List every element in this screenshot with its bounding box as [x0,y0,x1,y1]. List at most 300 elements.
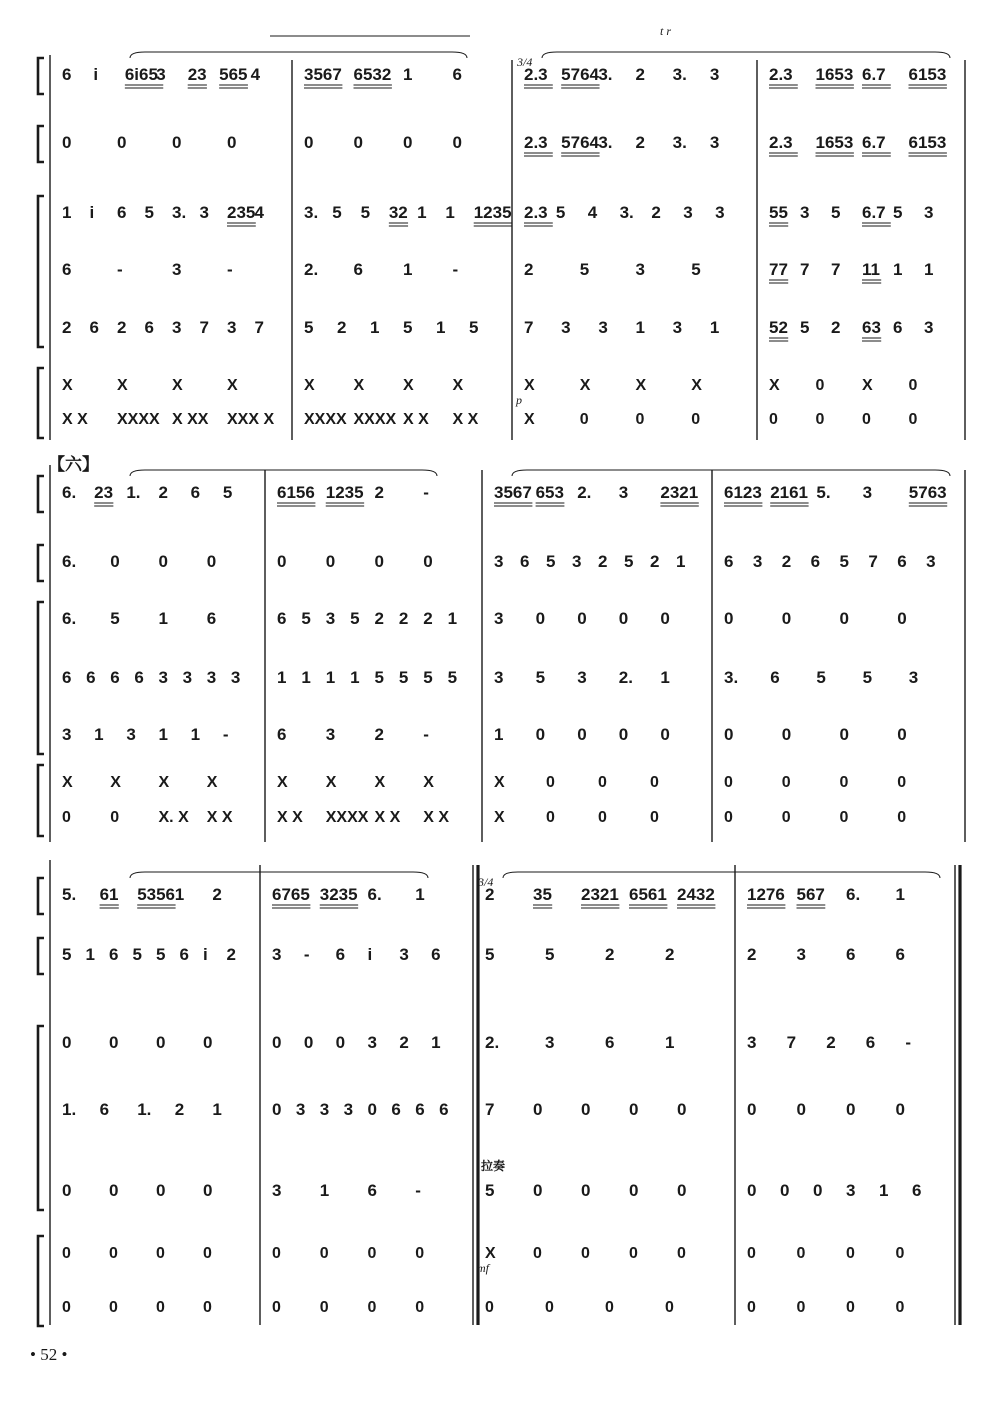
jianpu-note: 1235 [473,203,512,222]
percussion-note: 0 [747,1299,756,1316]
percussion-note: 0 [724,774,733,791]
jianpu-note: 6 [431,945,441,964]
percussion-note: X [524,377,535,394]
percussion-note: 0 [598,774,607,791]
jianpu-note: 6 [897,552,907,571]
percussion-note: 0 [781,774,791,791]
jianpu-note: 6 [86,668,96,687]
jianpu-note: 2 [524,260,534,279]
jianpu-note: 5764 [561,65,599,84]
jianpu-note: 3 [672,318,683,337]
jianpu-note: 6.7 [862,203,886,222]
percussion-note: XXXX [353,411,397,428]
jianpu-note: - [452,260,459,279]
jianpu-note: 2 [747,945,757,964]
jianpu-note: 3 [367,1033,377,1052]
jianpu-note: 5 [555,203,566,222]
jianpu-note: 1 [665,1033,675,1052]
jianpu-note: 3 [494,609,504,628]
percussion-note: 0 [691,411,701,428]
jianpu-note: 3567 [494,483,532,502]
jianpu-note: 0 [660,609,670,628]
jianpu-note: 0 [203,1181,213,1200]
percussion-note: 0 [156,1299,165,1316]
phrase-slur [130,52,467,58]
jianpu-note: 3 [618,483,629,502]
jianpu-note: 2 [423,609,433,628]
jianpu-note: 1 [403,65,413,84]
jianpu-note: 3 [319,1100,330,1119]
jianpu-note: 6 [62,668,72,687]
percussion-note: X [62,774,73,791]
jianpu-note: 5 [332,203,342,222]
staff-bracket [38,1236,44,1326]
jianpu-note: 1 [62,203,72,222]
jianpu-note: 1 [436,318,446,337]
jianpu-note: 0 [581,1100,591,1119]
jianpu-note: 11 [862,260,880,279]
jianpu-note: 7 [831,260,841,279]
percussion-note: 0 [156,1245,165,1262]
jianpu-note: 3 [494,552,504,571]
score-system [38,860,960,1326]
jianpu-note: 3 [924,318,934,337]
jianpu-note: 0 [353,133,363,152]
phrase-slur [512,470,950,476]
phrase-slur [542,52,950,58]
percussion-note: X [227,377,238,394]
jianpu-note: 2161 [770,483,809,502]
jianpu-note: 6. [62,483,77,502]
percussion-note: 0 [677,1245,686,1262]
staff-bracket [38,58,44,94]
staff-bracket [38,878,44,914]
jianpu-note: 2.3 [524,65,548,84]
jianpu-note: 6 [895,945,905,964]
percussion-note: 0 [62,809,71,826]
jianpu-note: 2 [651,203,661,222]
percussion-note: X [524,411,535,428]
percussion-note: 0 [815,377,825,394]
jianpu-note: 6 [520,552,530,571]
jianpu-note: 0 [62,1181,72,1200]
percussion-note: 0 [485,1299,494,1316]
jianpu-note: 7 [199,318,209,337]
jianpu-note: 5 [423,668,433,687]
jianpu-note: 0 [780,1181,790,1200]
jianpu-note: 3 [272,945,282,964]
percussion-note: X X [403,411,429,428]
jianpu-note: 1 [924,260,934,279]
jianpu-note: 3. [598,65,613,84]
percussion-note: X [172,377,183,394]
percussion-note: 0 [579,411,589,428]
jianpu-note: - [303,945,310,964]
jianpu-note: 0 [367,1100,377,1119]
jianpu-note: 0 [724,725,734,744]
percussion-note: X [452,377,464,394]
jianpu-note: 0 [618,725,629,744]
jianpu-note: 2 [174,1100,185,1119]
jianpu-note: 4 [254,203,264,222]
jianpu-note: 5. [816,483,831,502]
percussion-note: X [485,1245,496,1262]
jianpu-note: 3. [598,133,613,152]
jianpu-note: 6 [770,668,780,687]
jianpu-note: 2 [399,1033,409,1052]
jianpu-note: 5 [110,609,120,628]
percussion-note: 0 [533,1245,542,1262]
jianpu-note: 2 [212,885,222,904]
percussion-note: 0 [110,809,120,826]
jianpu-note: 1 [301,668,311,687]
jianpu-note: 4 [250,65,261,84]
jianpu-note: 2 [605,945,615,964]
jianpu-note: 0 [629,1181,639,1200]
jianpu-note: 2 [826,1033,836,1052]
jianpu-note: 1 [158,609,168,628]
percussion-note: 0 [839,774,849,791]
percussion-note: 0 [545,1299,554,1316]
jianpu-note: 1 [277,668,287,687]
jianpu-note: 0 [62,1033,72,1052]
jianpu-note: 6 [439,1100,449,1119]
percussion-note: 0 [415,1245,425,1262]
jianpu-note: 3 [800,203,810,222]
time-signature: 3/4 [478,875,494,889]
jianpu-note: 0 [897,725,907,744]
jianpu-note: 1 [709,318,720,337]
jianpu-note: 0 [325,552,336,571]
jianpu-note: 5 [403,318,413,337]
staff-bracket [38,1026,44,1210]
jianpu-note: i [93,65,99,84]
percussion-note: 0 [796,1299,806,1316]
percussion-note: 0 [908,377,918,394]
jianpu-note: 77 [769,260,788,279]
jianpu-note: 3 [126,725,136,744]
jianpu-note: 5 [132,945,142,964]
jianpu-note: 6 [353,260,363,279]
jianpu-note: 6153 [908,65,947,84]
jianpu-note: 0 [203,1033,213,1052]
percussion-note: 0 [203,1299,212,1316]
percussion-note: 0 [629,1245,638,1262]
percussion-note: X. X [158,809,189,826]
jianpu-note: 0 [335,1033,346,1052]
percussion-note: 0 [846,1299,855,1316]
jianpu-note: 0 [109,1181,119,1200]
jianpu-note: 0 [156,1181,166,1200]
jianpu-note: 6 [865,1033,876,1052]
percussion-note: X X [62,411,88,428]
jianpu-note: 0 [577,609,587,628]
jianpu-note: 2.3 [769,133,793,152]
jianpu-note: 6 [117,203,127,222]
percussion-note: X [110,774,121,791]
percussion-note: 0 [415,1299,425,1316]
jianpu-note: 0 [781,725,792,744]
percussion-note: 0 [635,411,645,428]
jianpu-note: 2. [618,668,633,687]
jianpu-note: 2 [665,945,675,964]
jianpu-note: 5 [800,318,810,337]
jianpu-note: - [415,1181,421,1200]
jianpu-note: 23 [187,65,207,84]
jianpu-note: 35 [533,885,552,904]
jianpu-note: 0 [423,552,433,571]
jianpu-note: 1 [676,552,686,571]
jianpu-note: 3 [230,668,241,687]
jianpu-note: 565 [219,65,248,84]
percussion-note: XXXX [304,411,347,428]
jianpu-note: 7 [800,260,810,279]
percussion-note: 0 [650,774,659,791]
percussion-note: X [304,377,315,394]
jianpu-note: 1 [325,668,336,687]
jianpu-note: 1 [370,318,380,337]
jianpu-note: 2321 [660,483,699,502]
jianpu-note: 3 [227,318,237,337]
jianpu-note: 3 [747,1033,757,1052]
jianpu-note: 6 [62,65,72,84]
jianpu-note: 6 [89,318,99,337]
jianpu-note: 1276 [747,885,785,904]
jianpu-note: 3 [846,1181,856,1200]
staff-bracket [38,602,44,754]
jianpu-note: 0 [581,1181,591,1200]
jianpu-note: 6 [335,945,346,964]
jianpu-note: 2. [485,1033,500,1052]
jianpu-note: 1 [447,609,458,628]
jianpu-note: 6123 [724,483,762,502]
score-system [38,454,965,842]
jianpu-note: 0 [374,552,384,571]
jianpu-note: 3 [709,133,720,152]
jianpu-note: - [423,483,429,502]
jianpu-note: 7 [254,318,264,337]
jianpu-note: 567 [796,885,825,904]
percussion-note: 0 [109,1245,118,1262]
jianpu-note: 0 [403,133,413,152]
jianpu-note: 0 [895,1100,905,1119]
jianpu-note: 0 [172,133,182,152]
jianpu-note: 6 [391,1100,401,1119]
percussion-note: 0 [747,1245,756,1262]
jianpu-note: 3 [325,609,336,628]
percussion-note: 0 [319,1245,329,1262]
jianpu-note: 2 [635,65,645,84]
jianpu-note: 1653 [815,133,854,152]
jianpu-note: 52 [769,318,788,337]
percussion-note: 0 [839,809,849,826]
jianpu-note: 1 [417,203,427,222]
jianpu-note: 6.7 [862,65,886,84]
percussion-note: XXXX [325,809,369,826]
jianpu-note: 3 [399,945,409,964]
percussion-note: 0 [367,1245,377,1262]
jianpu-note: 5 [374,668,384,687]
jianpu-note: i [203,945,208,964]
jianpu-note: 3 [924,203,934,222]
jianpu-note: 1 [174,885,185,904]
percussion-note: X [325,774,337,791]
percussion-note: 0 [581,1245,590,1262]
jianpu-note: 0 [781,609,792,628]
percussion-note: X [635,377,647,394]
jianpu-note: 1 [893,260,903,279]
jianpu-note: 7 [485,1100,495,1119]
percussion-note: 0 [665,1299,674,1316]
jianpu-note: 5 [535,668,546,687]
jianpu-note: 6 [109,945,119,964]
jianpu-note: 6 [144,318,154,337]
jianpu-note: 1. [62,1100,77,1119]
percussion-note: X [206,774,218,791]
jianpu-note: 0 [303,1033,314,1052]
jianpu-note: 3 [199,203,209,222]
jianpu-note: i [367,945,373,964]
jianpu-note: 1. [126,483,141,502]
jianpu-note: 0 [304,133,314,152]
dynamic-mark: p [516,393,522,407]
jianpu-note: 3 [62,725,72,744]
jianpu-note: 6 [99,1100,110,1119]
percussion-note: 0 [781,809,791,826]
jianpu-note: - [117,260,123,279]
jianpu-note: 6561 [629,885,667,904]
jianpu-note: 5 [304,318,314,337]
jianpu-note: 2. [304,260,319,279]
jianpu-note: 2 [635,133,645,152]
jianpu-note: 3. [304,203,319,222]
percussion-note: 0 [908,411,918,428]
jianpu-note: 6765 [272,885,310,904]
percussion-note: 0 [862,411,871,428]
jianpu-note: 63 [862,318,881,337]
jianpu-note: 3235 [319,885,358,904]
percussion-note: X [117,377,128,394]
percussion-note: X X [452,411,479,428]
page-number: • 52 • [30,1345,68,1364]
jianpu-note: 3 [494,668,504,687]
jianpu-note: 32 [388,203,408,222]
jianpu-note: 1 [94,725,104,744]
jianpu-note: 5 [447,668,458,687]
jianpu-note: - [905,1033,912,1052]
percussion-note: X [353,377,365,394]
jianpu-note: 3. [619,203,634,222]
jianpu-note: 6 [190,483,201,502]
jianpu-note: 6 [62,260,72,279]
phrase-slur [130,470,437,476]
jianpu-note: 0 [158,552,168,571]
jianpu-note: 2.3 [524,133,548,152]
jianpu-note: 7 [524,318,534,337]
jianpu-note: 5764 [561,133,599,152]
percussion-note: X [403,377,414,394]
jianpu-note: 1 [85,945,95,964]
jianpu-note: 0 [660,725,670,744]
percussion-note: 0 [62,1299,71,1316]
jianpu-note: 2 [374,609,384,628]
jianpu-note: 2 [781,552,792,571]
jianpu-note: 0 [535,725,546,744]
jianpu-note: 3 [158,668,168,687]
jianpu-note: - [227,260,233,279]
jianpu-note: 2 [650,552,660,571]
jianpu-note: 3 [172,260,182,279]
percussion-note: 0 [598,809,607,826]
staff-bracket [38,545,44,581]
jianpu-note: 2 [374,483,384,502]
jianpu-note: 5 [360,203,371,222]
jianpu-note: 3 [182,668,193,687]
jianpu-note: 0 [277,552,287,571]
jianpu-note: 0 [897,609,907,628]
jianpu-note: 3 [325,725,336,744]
jianpu-note: 0 [533,1181,543,1200]
jianpu-note: 3 [752,552,763,571]
jianpu-note: 6. [846,885,861,904]
jianpu-note: 0 [109,1033,119,1052]
jianpu-note: 0 [796,1100,806,1119]
jianpu-note: 0 [813,1181,823,1200]
jianpu-note: 3 [796,945,806,964]
jianpu-note: 1 [319,1181,330,1200]
jianpu-note: 2432 [677,885,715,904]
jianpu-note: 6 [415,1100,425,1119]
jianpu-note: 653 [535,483,564,502]
jianpu-note: - [222,725,229,744]
jianpu-note: 3 [343,1100,354,1119]
jianpu-note: 5 [579,260,590,279]
jianpu-note: 5 [893,203,903,222]
jianpu-note: 2 [398,609,409,628]
jianpu-note: 5 [862,668,873,687]
technique-mark: 拉奏 [481,1159,506,1173]
jianpu-note: 5 [156,945,166,964]
jianpu-note: 6 [134,668,144,687]
jianpu-note: 6 [452,65,462,84]
trill-mark: t r [660,24,672,38]
jianpu-note: 55 [769,203,788,222]
percussion-note: 0 [272,1299,281,1316]
staff-bracket [38,765,44,836]
percussion-note: 0 [769,411,778,428]
percussion-note: X [374,774,386,791]
jianpu-note: 6 [277,609,287,628]
percussion-note: X X [374,809,401,826]
jianpu-note: 5 [839,552,849,571]
percussion-note: X [423,774,434,791]
percussion-note: X [62,377,73,394]
jianpu-note: 6 [206,609,217,628]
jianpu-note: 5 [301,609,311,628]
jianpu-note: 1 [431,1033,441,1052]
jianpu-note: 3 [172,318,182,337]
percussion-note: X XX [172,411,209,428]
percussion-note: 0 [319,1299,329,1316]
jianpu-note: 2 [374,725,384,744]
jianpu-note: 5 [144,203,154,222]
jianpu-note: 6153 [908,133,947,152]
jianpu-note: 2.3 [524,203,548,222]
percussion-note: 0 [62,1245,71,1262]
jianpu-note: 1 [190,725,201,744]
jianpu-note: 1 [660,668,670,687]
jianpu-note: 5 [816,668,826,687]
